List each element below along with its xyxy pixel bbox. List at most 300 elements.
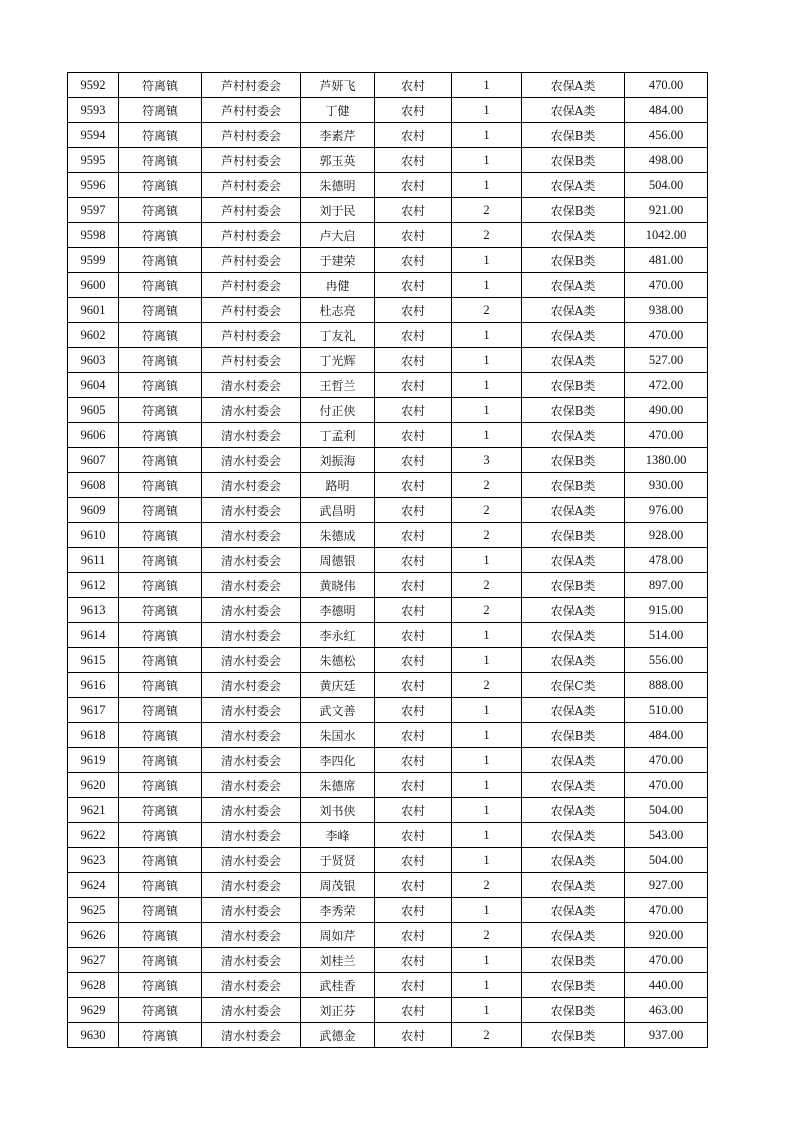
name-cell: 芦妍飞	[301, 73, 375, 98]
category-cell: 农保B类	[522, 398, 625, 423]
town-cell: 符离镇	[119, 798, 202, 823]
table-row	[68, 248, 708, 273]
amount-cell: 470.00	[625, 898, 708, 923]
seq-cell: 9621	[68, 798, 119, 823]
town-cell: 符离镇	[119, 923, 202, 948]
household-size-cell: 1	[452, 173, 522, 198]
seq-cell: 9619	[68, 748, 119, 773]
town-cell: 符离镇	[119, 998, 202, 1023]
town-cell: 符离镇	[119, 948, 202, 973]
household-size-cell: 3	[452, 448, 522, 473]
seq-cell: 9600	[68, 273, 119, 298]
town-cell: 符离镇	[119, 148, 202, 173]
table-row	[68, 948, 708, 973]
household-size-cell: 1	[452, 823, 522, 848]
village-cell: 芦村村委会	[202, 273, 301, 298]
amount-cell: 976.00	[625, 498, 708, 523]
village-cell: 清水村委会	[202, 548, 301, 573]
category-cell: 农保A类	[522, 498, 625, 523]
seq-cell: 9628	[68, 973, 119, 998]
area-type-cell: 农村	[375, 723, 452, 748]
table-row	[68, 698, 708, 723]
name-cell: 武德金	[301, 1023, 375, 1048]
table-row	[68, 673, 708, 698]
category-cell: 农保B类	[522, 123, 625, 148]
village-cell: 芦村村委会	[202, 298, 301, 323]
town-cell: 符离镇	[119, 848, 202, 873]
area-type-cell: 农村	[375, 298, 452, 323]
household-size-cell: 1	[452, 73, 522, 98]
table-row	[68, 273, 708, 298]
household-size-cell: 2	[452, 473, 522, 498]
name-cell: 朱国水	[301, 723, 375, 748]
village-cell: 清水村委会	[202, 598, 301, 623]
category-cell: 农保B类	[522, 1023, 625, 1048]
seq-cell: 9608	[68, 473, 119, 498]
category-cell: 农保A类	[522, 298, 625, 323]
amount-cell: 556.00	[625, 648, 708, 673]
village-cell: 清水村委会	[202, 673, 301, 698]
name-cell: 武桂香	[301, 973, 375, 998]
village-cell: 芦村村委会	[202, 248, 301, 273]
town-cell: 符离镇	[119, 598, 202, 623]
seq-cell: 9617	[68, 698, 119, 723]
village-cell: 清水村委会	[202, 648, 301, 673]
amount-cell: 470.00	[625, 423, 708, 448]
area-type-cell: 农村	[375, 548, 452, 573]
name-cell: 于建荣	[301, 248, 375, 273]
seq-cell: 9601	[68, 298, 119, 323]
category-cell: 农保B类	[522, 998, 625, 1023]
name-cell: 卢大启	[301, 223, 375, 248]
table-row	[68, 123, 708, 148]
town-cell: 符离镇	[119, 248, 202, 273]
area-type-cell: 农村	[375, 773, 452, 798]
household-size-cell: 1	[452, 623, 522, 648]
seq-cell: 9613	[68, 598, 119, 623]
town-cell: 符离镇	[119, 748, 202, 773]
amount-cell: 543.00	[625, 823, 708, 848]
table-row	[68, 848, 708, 873]
area-type-cell: 农村	[375, 848, 452, 873]
town-cell: 符离镇	[119, 223, 202, 248]
seq-cell: 9594	[68, 123, 119, 148]
village-cell: 清水村委会	[202, 498, 301, 523]
amount-cell: 456.00	[625, 123, 708, 148]
town-cell: 符离镇	[119, 823, 202, 848]
category-cell: 农保B类	[522, 473, 625, 498]
area-type-cell: 农村	[375, 798, 452, 823]
household-size-cell: 1	[452, 848, 522, 873]
category-cell: 农保A类	[522, 698, 625, 723]
category-cell: 农保B类	[522, 198, 625, 223]
town-cell: 符离镇	[119, 298, 202, 323]
village-cell: 清水村委会	[202, 723, 301, 748]
amount-cell: 504.00	[625, 848, 708, 873]
category-cell: 农保B类	[522, 948, 625, 973]
town-cell: 符离镇	[119, 473, 202, 498]
table-row	[68, 498, 708, 523]
table-row	[68, 323, 708, 348]
area-type-cell: 农村	[375, 323, 452, 348]
name-cell: 于贤贤	[301, 848, 375, 873]
household-size-cell: 1	[452, 398, 522, 423]
name-cell: 朱德成	[301, 523, 375, 548]
town-cell: 符离镇	[119, 98, 202, 123]
village-cell: 清水村委会	[202, 823, 301, 848]
town-cell: 符离镇	[119, 673, 202, 698]
area-type-cell: 农村	[375, 923, 452, 948]
category-cell: 农保B类	[522, 248, 625, 273]
seq-cell: 9604	[68, 373, 119, 398]
area-type-cell: 农村	[375, 223, 452, 248]
village-cell: 清水村委会	[202, 773, 301, 798]
category-cell: 农保A类	[522, 923, 625, 948]
table-row	[68, 873, 708, 898]
amount-cell: 928.00	[625, 523, 708, 548]
category-cell: 农保B类	[522, 723, 625, 748]
village-cell: 清水村委会	[202, 523, 301, 548]
table-row	[68, 523, 708, 548]
name-cell: 李秀荣	[301, 898, 375, 923]
village-cell: 清水村委会	[202, 398, 301, 423]
town-cell: 符离镇	[119, 198, 202, 223]
town-cell: 符离镇	[119, 723, 202, 748]
table-body	[68, 73, 708, 1048]
seq-cell: 9626	[68, 923, 119, 948]
town-cell: 符离镇	[119, 773, 202, 798]
amount-cell: 938.00	[625, 298, 708, 323]
category-cell: 农保A类	[522, 798, 625, 823]
table-row	[68, 623, 708, 648]
table-row	[68, 398, 708, 423]
category-cell: 农保A类	[522, 898, 625, 923]
table-row	[68, 823, 708, 848]
table-row	[68, 348, 708, 373]
village-cell: 芦村村委会	[202, 173, 301, 198]
village-cell: 芦村村委会	[202, 348, 301, 373]
name-cell: 丁光辉	[301, 348, 375, 373]
town-cell: 符离镇	[119, 323, 202, 348]
name-cell: 武文善	[301, 698, 375, 723]
town-cell: 符离镇	[119, 573, 202, 598]
area-type-cell: 农村	[375, 673, 452, 698]
name-cell: 李德明	[301, 598, 375, 623]
household-size-cell: 1	[452, 423, 522, 448]
area-type-cell: 农村	[375, 498, 452, 523]
name-cell: 付正侠	[301, 398, 375, 423]
household-size-cell: 1	[452, 323, 522, 348]
village-cell: 芦村村委会	[202, 323, 301, 348]
town-cell: 符离镇	[119, 648, 202, 673]
area-type-cell: 农村	[375, 973, 452, 998]
household-size-cell: 2	[452, 873, 522, 898]
area-type-cell: 农村	[375, 348, 452, 373]
name-cell: 丁友礼	[301, 323, 375, 348]
name-cell: 李四化	[301, 748, 375, 773]
category-cell: 农保B类	[522, 523, 625, 548]
household-size-cell: 2	[452, 598, 522, 623]
village-cell: 清水村委会	[202, 573, 301, 598]
household-size-cell: 1	[452, 748, 522, 773]
area-type-cell: 农村	[375, 148, 452, 173]
village-cell: 芦村村委会	[202, 98, 301, 123]
area-type-cell: 农村	[375, 523, 452, 548]
category-cell: 农保A类	[522, 98, 625, 123]
name-cell: 丁孟利	[301, 423, 375, 448]
area-type-cell: 农村	[375, 598, 452, 623]
amount-cell: 510.00	[625, 698, 708, 723]
seq-cell: 9622	[68, 823, 119, 848]
amount-cell: 527.00	[625, 348, 708, 373]
category-cell: 农保A类	[522, 773, 625, 798]
household-size-cell: 1	[452, 348, 522, 373]
village-cell: 清水村委会	[202, 998, 301, 1023]
amount-cell: 504.00	[625, 798, 708, 823]
household-size-cell: 1	[452, 948, 522, 973]
village-cell: 清水村委会	[202, 948, 301, 973]
amount-cell: 930.00	[625, 473, 708, 498]
amount-cell: 1380.00	[625, 448, 708, 473]
amount-cell: 481.00	[625, 248, 708, 273]
category-cell: 农保A类	[522, 548, 625, 573]
name-cell: 杜志亮	[301, 298, 375, 323]
seq-cell: 9620	[68, 773, 119, 798]
household-size-cell: 1	[452, 148, 522, 173]
name-cell: 刘于民	[301, 198, 375, 223]
amount-cell: 920.00	[625, 923, 708, 948]
amount-cell: 440.00	[625, 973, 708, 998]
village-cell: 清水村委会	[202, 898, 301, 923]
town-cell: 符离镇	[119, 498, 202, 523]
amount-cell: 472.00	[625, 373, 708, 398]
town-cell: 符离镇	[119, 373, 202, 398]
household-size-cell: 2	[452, 223, 522, 248]
area-type-cell: 农村	[375, 448, 452, 473]
seq-cell: 9599	[68, 248, 119, 273]
name-cell: 周德银	[301, 548, 375, 573]
table-row	[68, 1023, 708, 1048]
seq-cell: 9629	[68, 998, 119, 1023]
town-cell: 符离镇	[119, 1023, 202, 1048]
town-cell: 符离镇	[119, 523, 202, 548]
town-cell: 符离镇	[119, 873, 202, 898]
table-row	[68, 548, 708, 573]
household-size-cell: 1	[452, 123, 522, 148]
name-cell: 刘桂兰	[301, 948, 375, 973]
table-row	[68, 898, 708, 923]
amount-cell: 1042.00	[625, 223, 708, 248]
seq-cell: 9611	[68, 548, 119, 573]
table-row	[68, 923, 708, 948]
table-row	[68, 798, 708, 823]
table-row	[68, 423, 708, 448]
seq-cell: 9609	[68, 498, 119, 523]
seq-cell: 9627	[68, 948, 119, 973]
name-cell: 黄晓伟	[301, 573, 375, 598]
village-cell: 清水村委会	[202, 923, 301, 948]
seq-cell: 9603	[68, 348, 119, 373]
assistance-table	[67, 72, 708, 1048]
household-size-cell: 1	[452, 898, 522, 923]
seq-cell: 9598	[68, 223, 119, 248]
seq-cell: 9612	[68, 573, 119, 598]
seq-cell: 9614	[68, 623, 119, 648]
household-size-cell: 2	[452, 1023, 522, 1048]
amount-cell: 470.00	[625, 948, 708, 973]
area-type-cell: 农村	[375, 373, 452, 398]
village-cell: 清水村委会	[202, 698, 301, 723]
village-cell: 芦村村委会	[202, 223, 301, 248]
amount-cell: 470.00	[625, 748, 708, 773]
town-cell: 符离镇	[119, 73, 202, 98]
table-row	[68, 198, 708, 223]
household-size-cell: 2	[452, 673, 522, 698]
village-cell: 清水村委会	[202, 748, 301, 773]
table-row	[68, 598, 708, 623]
category-cell: 农保B类	[522, 573, 625, 598]
village-cell: 清水村委会	[202, 1023, 301, 1048]
amount-cell: 915.00	[625, 598, 708, 623]
category-cell: 农保A类	[522, 348, 625, 373]
area-type-cell: 农村	[375, 273, 452, 298]
seq-cell: 9605	[68, 398, 119, 423]
seq-cell: 9597	[68, 198, 119, 223]
category-cell: 农保A类	[522, 323, 625, 348]
name-cell: 刘振海	[301, 448, 375, 473]
category-cell: 农保A类	[522, 823, 625, 848]
name-cell: 李峰	[301, 823, 375, 848]
household-size-cell: 1	[452, 998, 522, 1023]
household-size-cell: 2	[452, 923, 522, 948]
household-size-cell: 1	[452, 698, 522, 723]
area-type-cell: 农村	[375, 898, 452, 923]
village-cell: 清水村委会	[202, 423, 301, 448]
seq-cell: 9610	[68, 523, 119, 548]
area-type-cell: 农村	[375, 948, 452, 973]
category-cell: 农保A类	[522, 623, 625, 648]
table-row	[68, 723, 708, 748]
amount-cell: 478.00	[625, 548, 708, 573]
area-type-cell: 农村	[375, 423, 452, 448]
town-cell: 符离镇	[119, 423, 202, 448]
table-row	[68, 773, 708, 798]
village-cell: 清水村委会	[202, 973, 301, 998]
category-cell: 农保A类	[522, 873, 625, 898]
household-size-cell: 1	[452, 798, 522, 823]
seq-cell: 9615	[68, 648, 119, 673]
village-cell: 清水村委会	[202, 798, 301, 823]
town-cell: 符离镇	[119, 123, 202, 148]
category-cell: 农保B类	[522, 448, 625, 473]
amount-cell: 504.00	[625, 173, 708, 198]
village-cell: 清水村委会	[202, 848, 301, 873]
area-type-cell: 农村	[375, 998, 452, 1023]
name-cell: 李素芹	[301, 123, 375, 148]
category-cell: 农保A类	[522, 423, 625, 448]
area-type-cell: 农村	[375, 698, 452, 723]
category-cell: 农保A类	[522, 648, 625, 673]
area-type-cell: 农村	[375, 398, 452, 423]
seq-cell: 9593	[68, 98, 119, 123]
household-size-cell: 1	[452, 273, 522, 298]
seq-cell: 9630	[68, 1023, 119, 1048]
category-cell: 农保A类	[522, 598, 625, 623]
table-row	[68, 98, 708, 123]
amount-cell: 927.00	[625, 873, 708, 898]
area-type-cell: 农村	[375, 248, 452, 273]
amount-cell: 470.00	[625, 73, 708, 98]
table-row	[68, 748, 708, 773]
household-size-cell: 1	[452, 648, 522, 673]
seq-cell: 9623	[68, 848, 119, 873]
town-cell: 符离镇	[119, 898, 202, 923]
amount-cell: 484.00	[625, 98, 708, 123]
table-row	[68, 298, 708, 323]
category-cell: 农保B类	[522, 148, 625, 173]
name-cell: 路明	[301, 473, 375, 498]
name-cell: 李永红	[301, 623, 375, 648]
town-cell: 符离镇	[119, 173, 202, 198]
category-cell: 农保B类	[522, 973, 625, 998]
amount-cell: 490.00	[625, 398, 708, 423]
name-cell: 王哲兰	[301, 373, 375, 398]
household-size-cell: 2	[452, 498, 522, 523]
town-cell: 符离镇	[119, 623, 202, 648]
category-cell: 农保B类	[522, 373, 625, 398]
seq-cell: 9592	[68, 73, 119, 98]
village-cell: 芦村村委会	[202, 148, 301, 173]
category-cell: 农保A类	[522, 173, 625, 198]
amount-cell: 470.00	[625, 773, 708, 798]
area-type-cell: 农村	[375, 873, 452, 898]
seq-cell: 9616	[68, 673, 119, 698]
name-cell: 朱德松	[301, 648, 375, 673]
area-type-cell: 农村	[375, 823, 452, 848]
category-cell: 农保A类	[522, 73, 625, 98]
table-row	[68, 448, 708, 473]
seq-cell: 9602	[68, 323, 119, 348]
household-size-cell: 2	[452, 298, 522, 323]
name-cell: 冉健	[301, 273, 375, 298]
category-cell: 农保A类	[522, 748, 625, 773]
amount-cell: 897.00	[625, 573, 708, 598]
area-type-cell: 农村	[375, 748, 452, 773]
category-cell: 农保A类	[522, 273, 625, 298]
seq-cell: 9625	[68, 898, 119, 923]
area-type-cell: 农村	[375, 573, 452, 598]
village-cell: 清水村委会	[202, 623, 301, 648]
seq-cell: 9595	[68, 148, 119, 173]
amount-cell: 514.00	[625, 623, 708, 648]
amount-cell: 498.00	[625, 148, 708, 173]
amount-cell: 937.00	[625, 1023, 708, 1048]
seq-cell: 9607	[68, 448, 119, 473]
town-cell: 符离镇	[119, 398, 202, 423]
table-row	[68, 648, 708, 673]
seq-cell: 9618	[68, 723, 119, 748]
area-type-cell: 农村	[375, 1023, 452, 1048]
area-type-cell: 农村	[375, 98, 452, 123]
name-cell: 朱德明	[301, 173, 375, 198]
area-type-cell: 农村	[375, 648, 452, 673]
table-row	[68, 573, 708, 598]
household-size-cell: 1	[452, 973, 522, 998]
household-size-cell: 1	[452, 723, 522, 748]
town-cell: 符离镇	[119, 973, 202, 998]
name-cell: 郭玉英	[301, 148, 375, 173]
area-type-cell: 农村	[375, 473, 452, 498]
